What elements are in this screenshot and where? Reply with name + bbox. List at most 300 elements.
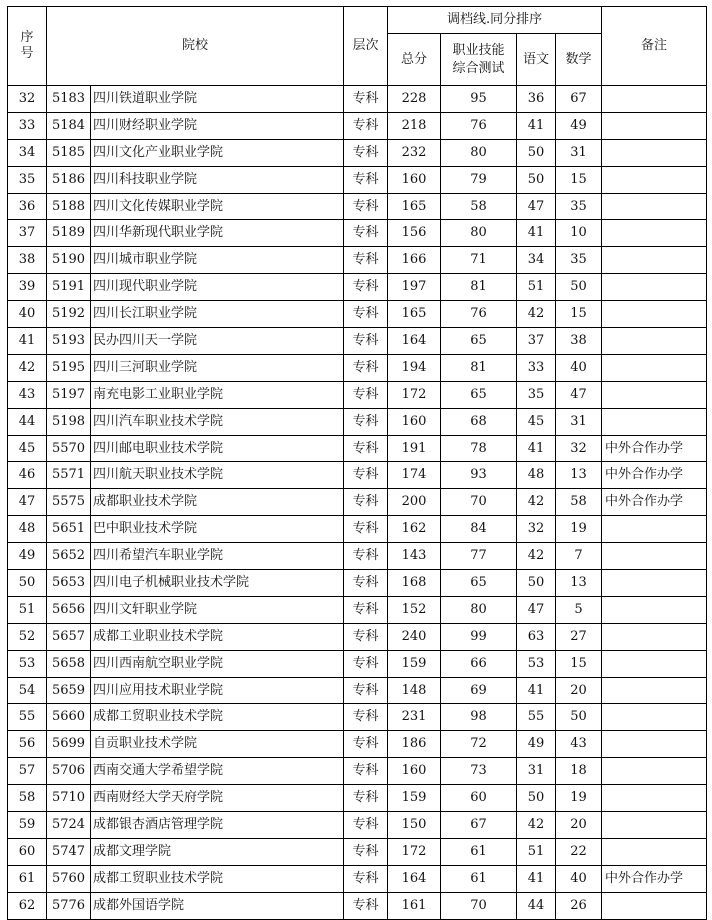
- cell-note: [602, 139, 707, 166]
- table-row: [8, 381, 707, 408]
- cell-note: [602, 785, 707, 812]
- cell-total: 218: [388, 112, 441, 139]
- cell-level: 专科: [344, 650, 388, 677]
- cell-school: 四川财经职业学院: [91, 112, 344, 139]
- cell-seq: 56: [8, 731, 47, 758]
- cell-school: 四川邮电职业技术学院: [91, 435, 344, 462]
- table-row: [8, 731, 707, 758]
- cell-total: 231: [388, 704, 441, 731]
- cell-level: 专科: [344, 328, 388, 355]
- cell-seq: 39: [8, 274, 47, 301]
- cell-seq: 43: [8, 381, 47, 408]
- cell-level: 专科: [344, 112, 388, 139]
- cell-total: 191: [388, 435, 441, 462]
- table-row: [8, 623, 707, 650]
- cell-total: 143: [388, 543, 441, 570]
- cell-level: 专科: [344, 865, 388, 892]
- cell-total: 164: [388, 865, 441, 892]
- cell-note: [602, 731, 707, 758]
- cell-code: 5193: [47, 328, 91, 355]
- table-row: [8, 139, 707, 166]
- cell-code: 5657: [47, 623, 91, 650]
- cell-note: [602, 220, 707, 247]
- cell-seq: 51: [8, 596, 47, 623]
- cell-math: 32: [556, 435, 602, 462]
- cell-math: 38: [556, 328, 602, 355]
- cell-math: 47: [556, 381, 602, 408]
- cell-seq: 40: [8, 301, 47, 328]
- cell-school: 成都工贸职业技术学院: [91, 865, 344, 892]
- col-header-school: 院校: [47, 7, 344, 86]
- cell-chinese: 41: [517, 112, 556, 139]
- cell-school: 四川文轩职业学院: [91, 596, 344, 623]
- cell-school: 西南交通大学希望学院: [91, 758, 344, 785]
- cell-total: 159: [388, 785, 441, 812]
- cell-code: 5191: [47, 274, 91, 301]
- cell-school: 西南财经大学天府学院: [91, 785, 344, 812]
- cell-total: 161: [388, 892, 441, 919]
- cell-total: 160: [388, 166, 441, 193]
- cell-code: 5658: [47, 650, 91, 677]
- cell-chinese: 42: [517, 812, 556, 839]
- cell-chinese: 31: [517, 758, 556, 785]
- cell-chinese: 44: [517, 892, 556, 919]
- cell-note: 中外合作办学: [602, 865, 707, 892]
- table-row: [8, 435, 707, 462]
- cell-total: 150: [388, 812, 441, 839]
- table-row: [8, 354, 707, 381]
- cell-chinese: 41: [517, 220, 556, 247]
- cell-school: 民办四川天一学院: [91, 328, 344, 355]
- table-row: [8, 838, 707, 865]
- cell-level: 专科: [344, 354, 388, 381]
- cell-school: 成都文理学院: [91, 838, 344, 865]
- cell-level: 专科: [344, 193, 388, 220]
- cell-note: [602, 408, 707, 435]
- cell-chinese: 50: [517, 166, 556, 193]
- cell-seq: 61: [8, 865, 47, 892]
- table-row: [8, 408, 707, 435]
- cell-seq: 36: [8, 193, 47, 220]
- cell-level: 专科: [344, 543, 388, 570]
- table-row: [8, 220, 707, 247]
- cell-math: 50: [556, 274, 602, 301]
- cell-skill: 95: [441, 86, 517, 113]
- cell-code: 5186: [47, 166, 91, 193]
- cell-level: 专科: [344, 462, 388, 489]
- cell-code: 5656: [47, 596, 91, 623]
- cell-chinese: 33: [517, 354, 556, 381]
- cell-note: [602, 892, 707, 919]
- cell-note: [602, 543, 707, 570]
- cell-skill: 80: [441, 220, 517, 247]
- cell-math: 18: [556, 758, 602, 785]
- cell-school: 四川铁道职业学院: [91, 86, 344, 113]
- cell-seq: 60: [8, 838, 47, 865]
- cell-note: 中外合作办学: [602, 462, 707, 489]
- cell-math: 27: [556, 623, 602, 650]
- cell-note: [602, 650, 707, 677]
- cell-chinese: 35: [517, 381, 556, 408]
- cell-chinese: 41: [517, 865, 556, 892]
- cell-math: 5: [556, 596, 602, 623]
- cell-total: 172: [388, 838, 441, 865]
- cell-math: 35: [556, 193, 602, 220]
- cell-skill: 76: [441, 301, 517, 328]
- cell-math: 15: [556, 166, 602, 193]
- cell-chinese: 42: [517, 301, 556, 328]
- table-header: [8, 7, 707, 86]
- cell-school: 成都外国语学院: [91, 892, 344, 919]
- cell-total: 165: [388, 301, 441, 328]
- cell-level: 专科: [344, 301, 388, 328]
- cell-code: 5192: [47, 301, 91, 328]
- cell-chinese: 47: [517, 193, 556, 220]
- cell-seq: 53: [8, 650, 47, 677]
- cell-note: [602, 274, 707, 301]
- cell-note: [602, 596, 707, 623]
- cell-total: 232: [388, 139, 441, 166]
- cell-chinese: 34: [517, 247, 556, 274]
- cell-code: 5184: [47, 112, 91, 139]
- cell-math: 19: [556, 785, 602, 812]
- cell-note: [602, 112, 707, 139]
- cell-chinese: 51: [517, 838, 556, 865]
- col-header-note: 备注: [602, 7, 707, 86]
- cell-seq: 62: [8, 892, 47, 919]
- cell-note: [602, 758, 707, 785]
- table-row: [8, 812, 707, 839]
- cell-skill: 66: [441, 650, 517, 677]
- cell-level: 专科: [344, 435, 388, 462]
- cell-skill: 99: [441, 623, 517, 650]
- cell-chinese: 45: [517, 408, 556, 435]
- cell-note: [602, 623, 707, 650]
- table-row: [8, 650, 707, 677]
- cell-skill: 98: [441, 704, 517, 731]
- cell-school: 四川现代职业学院: [91, 274, 344, 301]
- table-row: [8, 570, 707, 597]
- cell-total: 148: [388, 677, 441, 704]
- cell-skill: 81: [441, 274, 517, 301]
- table-row: [8, 865, 707, 892]
- cell-seq: 41: [8, 328, 47, 355]
- cell-note: [602, 570, 707, 597]
- cell-total: 159: [388, 650, 441, 677]
- cell-chinese: 53: [517, 650, 556, 677]
- cell-total: 174: [388, 462, 441, 489]
- cell-code: 5575: [47, 489, 91, 516]
- table-row: [8, 274, 707, 301]
- cell-total: 228: [388, 86, 441, 113]
- cell-note: [602, 328, 707, 355]
- cell-math: 22: [556, 838, 602, 865]
- cell-chinese: 41: [517, 677, 556, 704]
- cell-school: 成都银杏酒店管理学院: [91, 812, 344, 839]
- table-row: [8, 677, 707, 704]
- cell-code: 5660: [47, 704, 91, 731]
- cell-level: 专科: [344, 892, 388, 919]
- cell-note: [602, 247, 707, 274]
- cell-seq: 52: [8, 623, 47, 650]
- cell-math: 10: [556, 220, 602, 247]
- col-header-chinese: 语文: [517, 34, 556, 86]
- cell-level: 专科: [344, 247, 388, 274]
- cell-chinese: 37: [517, 328, 556, 355]
- cell-chinese: 42: [517, 543, 556, 570]
- cell-total: 156: [388, 220, 441, 247]
- cell-skill: 73: [441, 758, 517, 785]
- table-row: [8, 193, 707, 220]
- cell-total: 186: [388, 731, 441, 758]
- cell-math: 20: [556, 677, 602, 704]
- cell-seq: 57: [8, 758, 47, 785]
- table-row: [8, 596, 707, 623]
- cell-skill: 61: [441, 838, 517, 865]
- cell-level: 专科: [344, 86, 388, 113]
- cell-school: 巴中职业技术学院: [91, 516, 344, 543]
- cell-seq: 48: [8, 516, 47, 543]
- table-row: [8, 112, 707, 139]
- cell-chinese: 63: [517, 623, 556, 650]
- cell-school: 四川华新现代职业学院: [91, 220, 344, 247]
- cell-math: 15: [556, 650, 602, 677]
- table-row: [8, 516, 707, 543]
- table-row: [8, 543, 707, 570]
- cell-note: [602, 516, 707, 543]
- cell-code: 5570: [47, 435, 91, 462]
- cell-skill: 79: [441, 166, 517, 193]
- cell-math: 15: [556, 301, 602, 328]
- cell-seq: 54: [8, 677, 47, 704]
- cell-math: 35: [556, 247, 602, 274]
- cell-level: 专科: [344, 785, 388, 812]
- cell-school: 成都职业技术学院: [91, 489, 344, 516]
- col-header-total: 总分: [388, 34, 441, 86]
- cell-seq: 35: [8, 166, 47, 193]
- cell-skill: 58: [441, 193, 517, 220]
- cell-total: 197: [388, 274, 441, 301]
- cell-note: [602, 381, 707, 408]
- cell-school: 四川应用技术职业学院: [91, 677, 344, 704]
- cell-level: 专科: [344, 596, 388, 623]
- cell-chinese: 48: [517, 462, 556, 489]
- cell-math: 43: [556, 731, 602, 758]
- cell-seq: 38: [8, 247, 47, 274]
- cell-school: 四川汽车职业技术学院: [91, 408, 344, 435]
- cell-math: 19: [556, 516, 602, 543]
- cell-chinese: 50: [517, 139, 556, 166]
- cell-chinese: 41: [517, 435, 556, 462]
- table-body: [8, 86, 707, 920]
- cell-level: 专科: [344, 838, 388, 865]
- table-row: [8, 462, 707, 489]
- cell-code: 5198: [47, 408, 91, 435]
- cell-level: 专科: [344, 220, 388, 247]
- cell-skill: 84: [441, 516, 517, 543]
- cell-math: 50: [556, 704, 602, 731]
- cell-skill: 71: [441, 247, 517, 274]
- cell-seq: 33: [8, 112, 47, 139]
- cell-seq: 42: [8, 354, 47, 381]
- cell-school: 四川电子机械职业技术学院: [91, 570, 344, 597]
- cell-note: [602, 166, 707, 193]
- cell-level: 专科: [344, 570, 388, 597]
- cell-math: 67: [556, 86, 602, 113]
- cell-code: 5724: [47, 812, 91, 839]
- cell-seq: 37: [8, 220, 47, 247]
- cell-school: 四川城市职业学院: [91, 247, 344, 274]
- cell-level: 专科: [344, 677, 388, 704]
- cell-code: 5189: [47, 220, 91, 247]
- cell-level: 专科: [344, 731, 388, 758]
- cell-code: 5571: [47, 462, 91, 489]
- cell-skill: 65: [441, 328, 517, 355]
- cell-total: 200: [388, 489, 441, 516]
- cell-skill: 76: [441, 112, 517, 139]
- cell-level: 专科: [344, 758, 388, 785]
- col-header-group: 调档线.同分排序: [388, 7, 602, 34]
- cell-code: 5195: [47, 354, 91, 381]
- cell-total: 166: [388, 247, 441, 274]
- cell-note: [602, 193, 707, 220]
- cell-school: 四川文化产业职业学院: [91, 139, 344, 166]
- table-row: [8, 892, 707, 919]
- cell-school: 成都工贸职业技术学院: [91, 704, 344, 731]
- cell-chinese: 42: [517, 489, 556, 516]
- cell-chinese: 32: [517, 516, 556, 543]
- cell-level: 专科: [344, 489, 388, 516]
- cell-level: 专科: [344, 408, 388, 435]
- cell-level: 专科: [344, 139, 388, 166]
- cell-skill: 65: [441, 570, 517, 597]
- cell-skill: 93: [441, 462, 517, 489]
- cell-code: 5699: [47, 731, 91, 758]
- cell-school: 四川航天职业技术学院: [91, 462, 344, 489]
- table-row: [8, 328, 707, 355]
- cell-seq: 32: [8, 86, 47, 113]
- cell-seq: 47: [8, 489, 47, 516]
- cell-skill: 80: [441, 596, 517, 623]
- cell-total: 168: [388, 570, 441, 597]
- cell-skill: 80: [441, 139, 517, 166]
- cell-seq: 34: [8, 139, 47, 166]
- cell-code: 5190: [47, 247, 91, 274]
- cell-code: 5183: [47, 86, 91, 113]
- cell-chinese: 49: [517, 731, 556, 758]
- cell-total: 172: [388, 381, 441, 408]
- cell-note: [602, 301, 707, 328]
- cell-school: 四川三河职业学院: [91, 354, 344, 381]
- cell-code: 5747: [47, 838, 91, 865]
- cell-math: 58: [556, 489, 602, 516]
- cell-skill: 60: [441, 785, 517, 812]
- cell-seq: 55: [8, 704, 47, 731]
- cell-school: 成都工业职业技术学院: [91, 623, 344, 650]
- table-row: [8, 704, 707, 731]
- cell-chinese: 36: [517, 86, 556, 113]
- table-row: [8, 785, 707, 812]
- cell-total: 162: [388, 516, 441, 543]
- cell-code: 5188: [47, 193, 91, 220]
- cell-skill: 67: [441, 812, 517, 839]
- cell-code: 5197: [47, 381, 91, 408]
- cell-seq: 46: [8, 462, 47, 489]
- table-row: [8, 247, 707, 274]
- cell-skill: 68: [441, 408, 517, 435]
- cell-skill: 72: [441, 731, 517, 758]
- admission-table: [7, 6, 707, 920]
- cell-note: [602, 838, 707, 865]
- col-header-skill: 职业技能综合测试: [441, 34, 517, 86]
- cell-seq: 50: [8, 570, 47, 597]
- cell-level: 专科: [344, 274, 388, 301]
- cell-skill: 61: [441, 865, 517, 892]
- cell-total: 240: [388, 623, 441, 650]
- cell-total: 194: [388, 354, 441, 381]
- cell-code: 5659: [47, 677, 91, 704]
- cell-code: 5653: [47, 570, 91, 597]
- cell-seq: 59: [8, 812, 47, 839]
- cell-skill: 77: [441, 543, 517, 570]
- cell-level: 专科: [344, 166, 388, 193]
- cell-school: 四川长江职业学院: [91, 301, 344, 328]
- cell-note: [602, 677, 707, 704]
- cell-math: 40: [556, 354, 602, 381]
- table-row: [8, 166, 707, 193]
- cell-school: 自贡职业技术学院: [91, 731, 344, 758]
- cell-math: 13: [556, 570, 602, 597]
- cell-math: 7: [556, 543, 602, 570]
- cell-chinese: 50: [517, 570, 556, 597]
- cell-seq: 44: [8, 408, 47, 435]
- cell-note: [602, 704, 707, 731]
- cell-skill: 78: [441, 435, 517, 462]
- cell-chinese: 50: [517, 785, 556, 812]
- col-header-level: 层次: [344, 7, 388, 86]
- col-header-seq: 序号: [8, 7, 47, 86]
- table-row: [8, 758, 707, 785]
- cell-skill: 69: [441, 677, 517, 704]
- cell-school: 南充电影工业职业学院: [91, 381, 344, 408]
- cell-school: 四川科技职业学院: [91, 166, 344, 193]
- cell-math: 31: [556, 408, 602, 435]
- cell-school: 四川希望汽车职业学院: [91, 543, 344, 570]
- cell-skill: 70: [441, 489, 517, 516]
- cell-school: 四川文化传媒职业学院: [91, 193, 344, 220]
- cell-code: 5706: [47, 758, 91, 785]
- cell-note: 中外合作办学: [602, 489, 707, 516]
- cell-code: 5776: [47, 892, 91, 919]
- cell-chinese: 51: [517, 274, 556, 301]
- cell-seq: 58: [8, 785, 47, 812]
- cell-total: 165: [388, 193, 441, 220]
- cell-note: [602, 86, 707, 113]
- cell-math: 26: [556, 892, 602, 919]
- cell-skill: 70: [441, 892, 517, 919]
- cell-level: 专科: [344, 812, 388, 839]
- cell-note: [602, 354, 707, 381]
- cell-code: 5760: [47, 865, 91, 892]
- cell-chinese: 47: [517, 596, 556, 623]
- cell-seq: 49: [8, 543, 47, 570]
- cell-level: 专科: [344, 381, 388, 408]
- cell-total: 164: [388, 328, 441, 355]
- cell-chinese: 55: [517, 704, 556, 731]
- cell-math: 49: [556, 112, 602, 139]
- cell-math: 31: [556, 139, 602, 166]
- cell-level: 专科: [344, 516, 388, 543]
